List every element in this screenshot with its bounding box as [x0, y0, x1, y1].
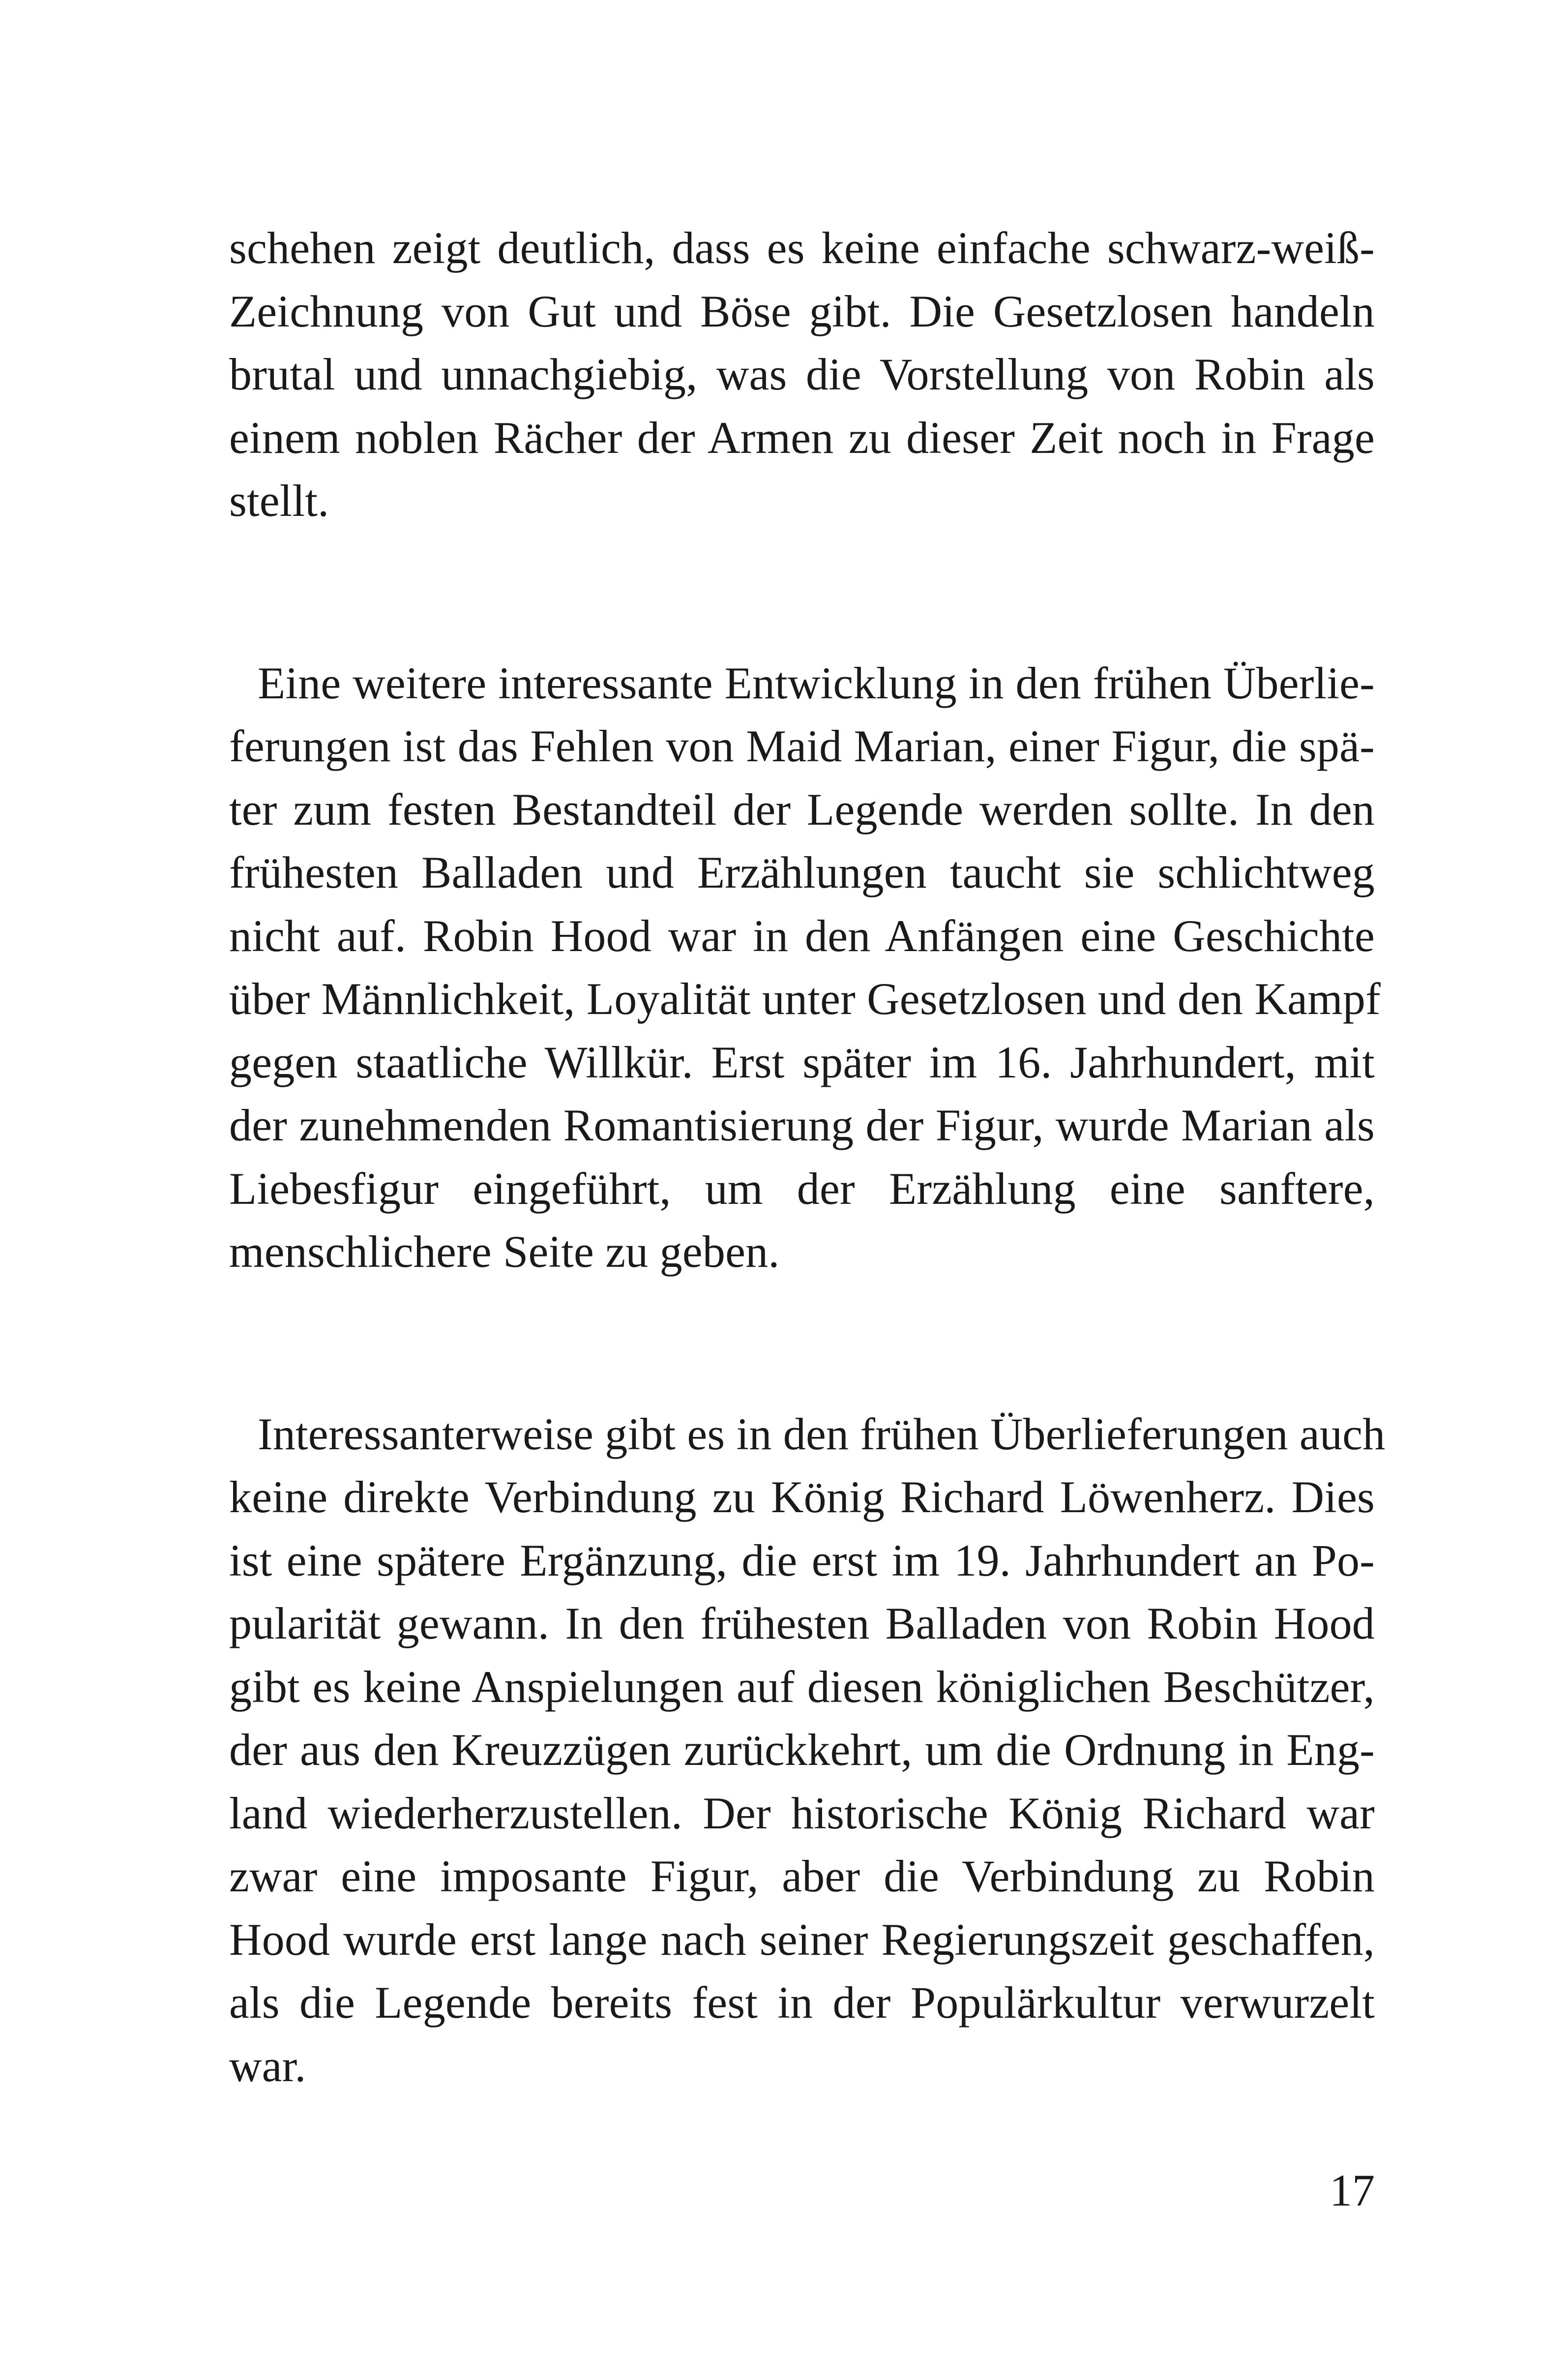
page-number: 17 — [1330, 2165, 1375, 2215]
text-line: Hood wurde erst lange nach seiner Regierungszeit geschaffen, — [229, 1914, 1375, 1965]
paragraph-1 — [229, 216, 1375, 533]
text-line: der aus den Kreuzzügen zurückkehrt, um die Ordnung in Eng- — [229, 1725, 1375, 1775]
text-line: gegen staatliche Willkür. Erst später im 16. Jahrhundert, mit — [229, 1037, 1375, 1087]
paragraph-spacer — [229, 533, 1375, 652]
text-line: zwar eine imposante Figur, aber die Verbindung zu Robin — [229, 1851, 1375, 1901]
text-line: stellt. — [229, 476, 329, 526]
text-line: der zunehmenden Romantisierung der Figur, wurde Marian als — [229, 1100, 1375, 1150]
text-line: land wiederherzustellen. Der historische König Richard war — [229, 1788, 1375, 1838]
text-line: nicht auf. Robin Hood war in den Anfängen eine Geschichte — [229, 910, 1375, 961]
text-line: als die Legende bereits fest in der Populärkultur verwurzelt — [229, 1977, 1375, 2028]
text-line: keine direkte Verbindung zu König Richard Löwenherz. Dies — [229, 1472, 1375, 1522]
text-line: ferungen ist das Fehlen von Maid Marian, einer Figur, die spä- — [229, 721, 1375, 771]
text-line: brutal und unnachgiebig, was die Vorstellung von Robin als — [229, 349, 1375, 399]
text-line: war. — [229, 2040, 306, 2091]
paragraph-spacer — [229, 1283, 1375, 1403]
text-line: pularität gewann. In den frühesten Balladen von Robin Hood — [229, 1598, 1375, 1648]
text-line: Interessanterweise gibt es in den frühen Überlieferungen auch — [258, 1408, 1386, 1459]
body-text — [229, 216, 1386, 2097]
text-line: ist eine spätere Ergänzung, die erst im 19. Jahrhundert an Po- — [229, 1535, 1375, 1585]
text-line: ter zum festen Bestandteil der Legende werden sollte. In den — [229, 784, 1375, 835]
text-line: Eine weitere interessante Entwicklung in den frühen Überlie- — [258, 657, 1375, 708]
text-line: gibt es keine Anspielungen auf diesen königlichen Beschützer, — [229, 1661, 1375, 1712]
text-line: Liebesfigur eingeführt, um der Erzählung eine sanftere, — [229, 1163, 1375, 1214]
text-line: menschlichere Seite zu geben. — [229, 1226, 780, 1277]
text-line: einem noblen Rächer der Armen zu dieser Zeit noch in Frage — [229, 412, 1375, 463]
text-line: Zeichnung von Gut und Böse gibt. Die Gesetzlosen handeln — [229, 286, 1375, 336]
paragraph-3 — [229, 1403, 1386, 2098]
text-line: frühesten Balladen und Erzählungen taucht sie schlichtweg — [229, 847, 1375, 897]
text-line: über Männlichkeit, Loyalität unter Gesetzlosen und den Kampf — [229, 974, 1381, 1024]
text-line: schehen zeigt deutlich, dass es keine einfache schwarz-weiß- — [229, 223, 1375, 273]
paragraph-2 — [229, 652, 1381, 1283]
